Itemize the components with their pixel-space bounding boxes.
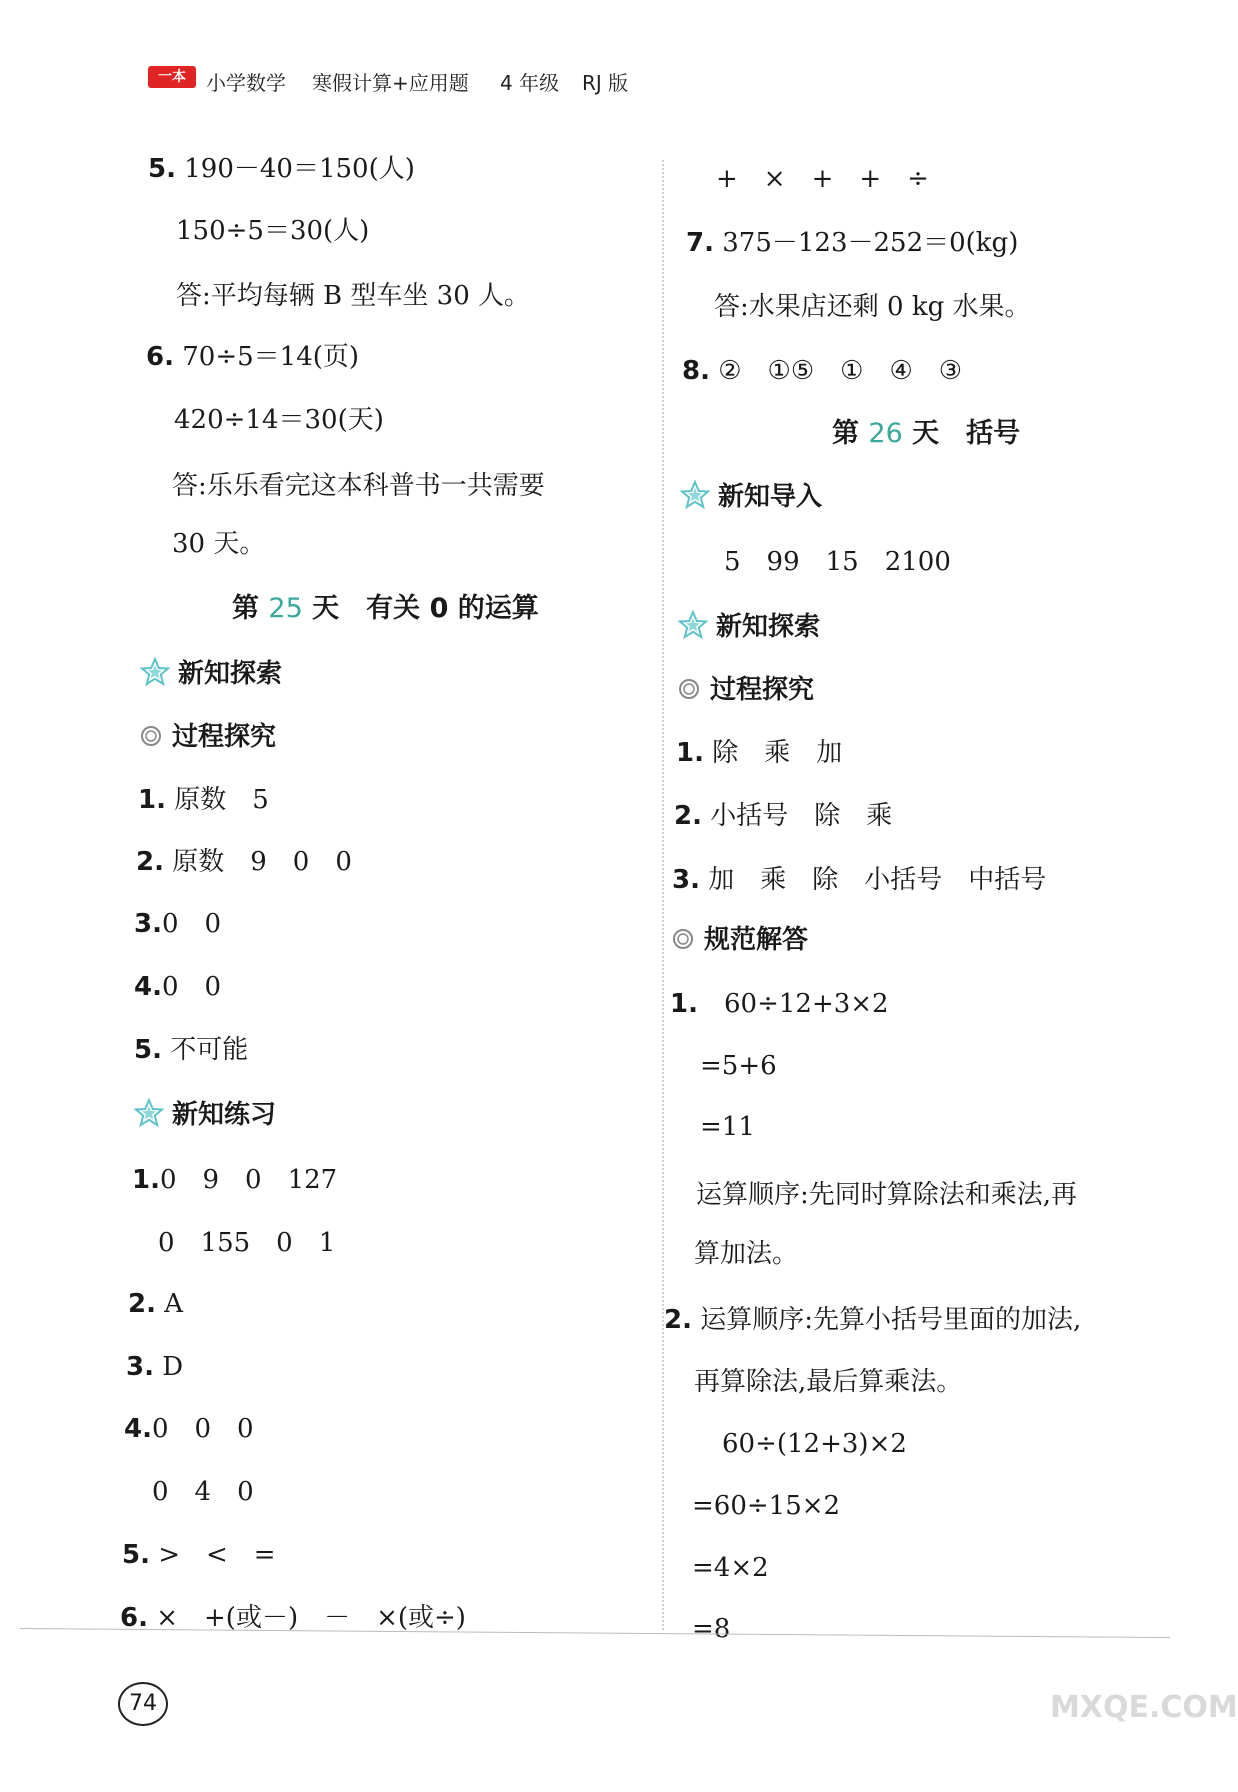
circle-bullet-icon (672, 928, 694, 950)
header-subject: 小学数学 (206, 71, 286, 95)
right-answer-q1-line1: 1. 60÷12+3×2 (670, 989, 889, 1019)
star-icon (134, 1098, 164, 1128)
right-answer-q1-order-cont: 算加法。 (694, 1239, 799, 1269)
right-answer-q2-line5: =4×2 (692, 1553, 769, 1583)
left-practice-q6: 6. × +(或－) － ×(或÷) (120, 1603, 466, 1633)
right-explore-item-2: 2. 小括号 除 乘 (674, 801, 893, 831)
header-grade: 4 年级 (500, 71, 560, 95)
left-process-heading: 过程探究 (140, 721, 276, 753)
left-explore-heading: 新知探索 (140, 657, 282, 690)
left-explore-item-4: 4.0 0 (134, 972, 222, 1002)
watermark: MXQE.COM (1050, 1690, 1238, 1725)
left-q6-line2: 420÷14＝30(天) (174, 405, 384, 435)
left-q5-line2: 150÷5＝30(人) (176, 216, 370, 246)
circle-bullet-icon (140, 725, 162, 747)
right-answer-heading: 规范解答 (672, 924, 808, 956)
left-practice-q5: 5. > < = (122, 1540, 276, 1570)
day25-title: 第 25 天 有关 0 的运算 (232, 593, 539, 624)
star-icon (678, 610, 708, 640)
left-explore-item-5: 5. 不可能 (134, 1035, 249, 1065)
right-explore-item-3: 3. 加 乘 除 小括号 中括号 (672, 865, 1047, 895)
day26-title: 第 26 天 括号 (832, 418, 1021, 449)
left-practice-q4-line1: 4.0 0 0 (124, 1414, 254, 1444)
left-q5-line1: 5. 190－40＝150(人) (148, 154, 415, 184)
right-answer-q2-order: 2. 运算顺序:先算小括号里面的加法, (664, 1305, 1082, 1335)
header-edition: RJ 版 (582, 71, 629, 95)
left-practice-q2: 2. A (128, 1289, 184, 1319)
right-answer-q1-line2: =5+6 (700, 1051, 777, 1081)
left-q6-line1: 6. 70÷5＝14(页) (146, 342, 360, 372)
right-explore-heading: 新知探索 (678, 610, 820, 643)
right-operators: + × + + ÷ (716, 164, 929, 194)
star-icon (680, 480, 710, 510)
left-explore-item-1: 1. 原数 5 (138, 785, 269, 815)
right-answer-q1-order: 运算顺序:先同时算除法和乘法,再 (696, 1180, 1078, 1210)
left-q5-answer: 答:平均每辆 B 型车坐 30 人。 (176, 281, 531, 311)
right-intro-values: 5 99 15 2100 (724, 547, 951, 577)
left-practice-q1-line2: 0 155 0 1 (158, 1228, 336, 1258)
column-divider (662, 160, 664, 1630)
page-number: 74 (118, 1682, 168, 1726)
left-practice-q4-line2: 0 4 0 (152, 1477, 254, 1507)
star-icon (140, 657, 170, 687)
brand-logo: 一本 (148, 66, 196, 88)
left-explore-item-2: 2. 原数 9 0 0 (136, 847, 352, 877)
right-explore-item-1: 1. 除 乘 加 (676, 738, 843, 768)
right-answer-q2-line3: 60÷(12+3)×2 (722, 1429, 907, 1459)
left-q6-answer: 答:乐乐看完这本科普书一共需要 (172, 471, 545, 501)
header-series: 寒假计算+应用题 (312, 71, 469, 95)
right-process-heading: 过程探究 (678, 674, 814, 706)
left-practice-heading: 新知练习 (134, 1098, 276, 1131)
left-q6-answer-cont: 30 天。 (172, 529, 266, 559)
right-q8: 8. ② ①⑤ ① ④ ③ (682, 356, 963, 386)
right-answer-q2-order-cont: 再算除法,最后算乘法。 (694, 1367, 963, 1397)
right-answer-q1-line3: =11 (700, 1112, 755, 1142)
right-q7-line1: 7. 375－123－252＝0(kg) (686, 228, 1019, 258)
left-practice-q1-line1: 1.0 9 0 127 (132, 1165, 338, 1195)
right-q7-answer: 答:水果店还剩 0 kg 水果。 (714, 292, 1031, 322)
right-answer-q2-line4: =60÷15×2 (692, 1491, 841, 1521)
left-explore-item-3: 3.0 0 (134, 909, 222, 939)
right-answer-q2-line6: =8 (692, 1614, 731, 1644)
circle-bullet-icon (678, 678, 700, 700)
left-practice-q3: 3. D (126, 1352, 184, 1382)
right-intro-heading: 新知导入 (680, 480, 822, 513)
